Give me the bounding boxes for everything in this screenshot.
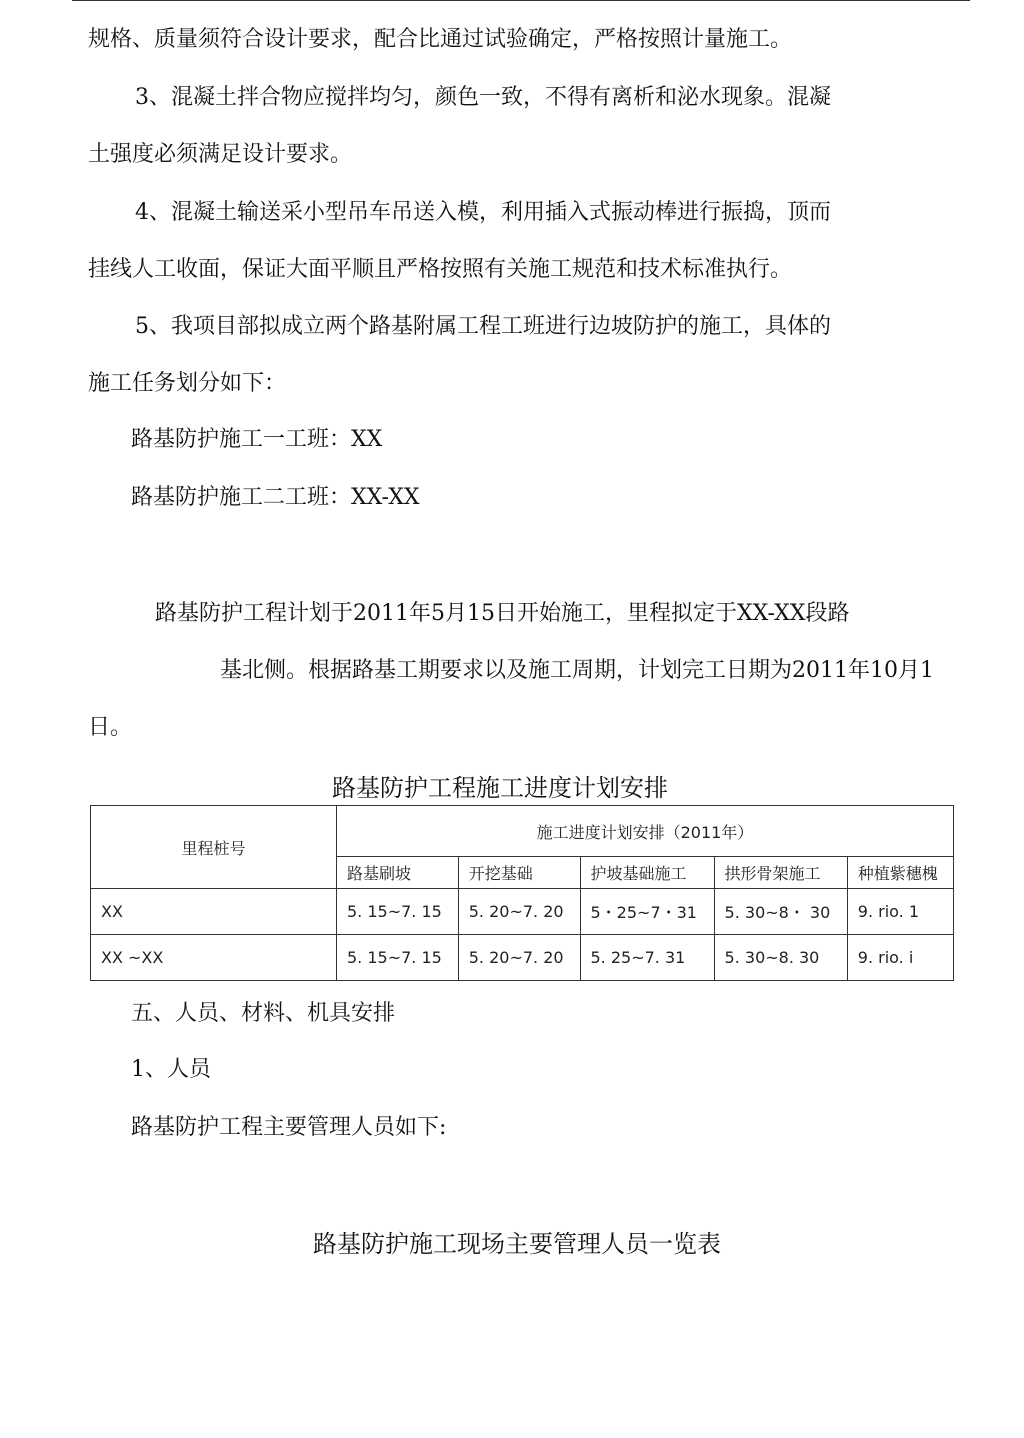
personnel-intro: 路基防护工程主要管理人员如下: [131, 1115, 447, 1140]
cell-mileage: XX ~XX [91, 935, 337, 981]
page-top-rule [72, 0, 970, 1]
paragraph-item-4-line1: 4、混凝土输送采小型吊车吊送入模，利用插入式振动棒进行振捣，顶而 [135, 200, 831, 225]
plan-line-1: 路基防护工程计划于2011年5月15日开始施工，里程拟定于XX-XX段路 [155, 601, 850, 626]
paragraph-item-5-line1: 5、我项目部拟成立两个路基附属工程工班进行边坡防护的施工，具体的 [135, 314, 831, 339]
cell-date: 5. 20~7. 20 [458, 889, 580, 935]
header-slope-trimming: 路基刷坡 [337, 857, 459, 889]
cell-date: 5. 25~7. 31 [580, 935, 714, 981]
cell-date: 5. 15~7. 15 [337, 935, 459, 981]
paragraph-materials: 规格、质量须符合设计要求，配合比通过试验确定，严格按照计量施工。 [88, 27, 793, 52]
section-heading: 五、人员、材料、机具安排 [131, 1001, 396, 1026]
table-row [91, 889, 954, 935]
header-schedule-group: 施工进度计划安排（2011年） [337, 806, 954, 857]
header-slope-foundation: 护坡基础施工 [580, 857, 714, 889]
schedule-table [90, 805, 954, 981]
header-mileage: 里程桩号 [91, 806, 337, 889]
schedule-table-caption: 路基防护工程施工进度计划安排 [332, 774, 668, 802]
cell-date: 5. 30~8・ 30 [714, 889, 847, 935]
table-row [91, 935, 954, 981]
subsection-personnel: 1、人员 [131, 1057, 211, 1082]
cell-date: 5. 15~7. 15 [337, 889, 459, 935]
cell-date: 9. rio. i [847, 935, 953, 981]
paragraph-item-3-line2: 土强度必须满足设计要求。 [88, 142, 353, 167]
cell-date: 9. rio. 1 [847, 889, 953, 935]
plan-line-3: 日。 [88, 715, 133, 740]
paragraph-item-5-line2: 施工任务划分如下： [88, 371, 287, 396]
header-planting: 种植紫穗槐 [847, 857, 953, 889]
paragraph-item-3-line1: 3、混凝土拌合物应搅拌均匀，颜色一致，不得有离析和泌水现象。混凝 [135, 85, 831, 110]
personnel-table-caption: 路基防护施工现场主要管理人员一览表 [313, 1230, 721, 1258]
cell-date: 5・25~7・31 [580, 889, 714, 935]
cell-date: 5. 30~8. 30 [714, 935, 847, 981]
header-foundation-excavation: 开挖基础 [458, 857, 580, 889]
header-arch-frame: 拱形骨架施工 [714, 857, 847, 889]
cell-date: 5. 20~7. 20 [458, 935, 580, 981]
cell-mileage: XX [91, 889, 337, 935]
paragraph-item-4-line2: 挂线人工收面，保证大面平顺且严格按照有关施工规范和技术标准执行。 [88, 257, 793, 282]
team-1-assignment: 路基防护施工一工班：XX [131, 427, 383, 452]
plan-line-2: 基北侧。根据路基工期要求以及施工周期，计划完工日期为2011年10月1 [220, 658, 934, 683]
team-2-assignment: 路基防护施工二工班：XX-XX [131, 485, 420, 510]
